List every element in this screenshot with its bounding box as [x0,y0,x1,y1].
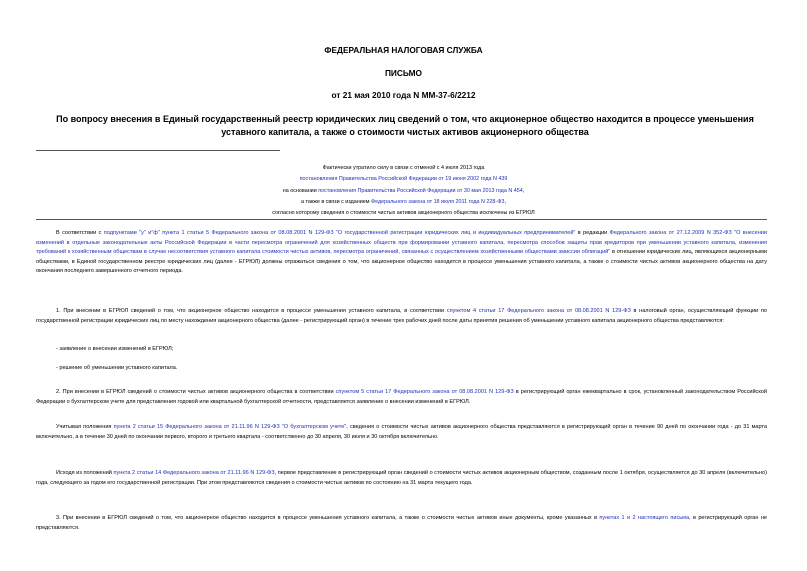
paragraph-4 [36,469,767,488]
status-note-line-1: Фактически утратило силу в связи с отменой с 4 июля 2013 года [322,165,485,171]
bullet-item-1: - заявление о внесении изменений в ЕГРЮЛ; [56,346,174,352]
subject-line-1: По вопросу внесения в Единый государственный реестр юридических лиц сведений о том, что акционерное общество находится в процессе уменьшения [56,114,754,124]
status-note [0,163,807,219]
divider-short [36,150,280,151]
law-link-art17-p5[interactable]: спунктом 5 статьи 17 Федерального закона от 08.08.2001 N 129-ФЗ [335,389,514,395]
paragraph-text: в отношении юридических лиц, являющихся акционерными обществами, в Единой государственном реестре юридических лиц (далее - ЕГРЮЛ) должны отражаться сведения о том, что акционерное общество находится в процессе уменьшения уставного капитала, а также о стоимости чистых активов акционерного общества на дату окончания последнего завершенного отчетного периода. [36,249,767,274]
document-date-number: от 21 мая 2010 года N ММ-37-6/2212 [331,90,476,100]
status-note-line-5: согласно которому сведения о стоимости чистых активов акционерного общества исключены из ЕГРЮЛ [272,210,535,217]
intro-paragraph [36,229,767,277]
paragraph-text: Учитывая положения [56,424,114,430]
paragraph-text: в редакции [575,230,610,236]
law-link-352fz[interactable]: Федерального закона от 27.12.2009 N 352-ФЗ "О внесении изменений в отдельные законодательные акты Российской Федерации в части пересмотра ограничений для хозяйственных обществ при формировании уставного капитала, пересмотра способов защиты прав кредиторов при уменьшении уставного капитала, изменения требований к хозяйственным обществам в случае несоответствия уставного капитала стоимости чистых активов, пересмотра ограничений, связанных с осуществлением хозяйственными обществами эмиссии облигаций" [36,230,767,255]
paragraph-text: 2. При внесении в ЕГРЮЛ сведений о стоимости чистых активов акционерного общества в соответствии [56,389,336,395]
paragraph-5 [36,514,767,533]
status-note-link-3[interactable]: Федерального закона от 18 июля 2011 года N 228-ФЗ [370,198,505,205]
status-note-text: а также в связи с изданием [300,198,371,205]
status-note-link-1[interactable]: постановления Правительства Российской Федерации от 19 июня 2002 года N 439 [299,176,508,183]
divider-full [36,219,767,220]
law-link-art17-p4[interactable]: спунктом 4 статьи 17 Федерального закона от 08.08.2001 N 129-ФЗ [446,308,631,314]
law-link-accounting-art14[interactable]: пункта 2 статьи 14 Федерального закона от 21.11.96 N 129-ФЗ [113,470,275,476]
agency-name: ФЕДЕРАЛЬНАЯ НАЛОГОВАЯ СЛУЖБА [324,45,483,55]
paragraph-2 [36,388,767,407]
paragraph-text: 3. При внесении в ЕГРЮЛ сведений о том, что акционерное общество находится в процессе уменьшения уставного капитала, а также о стоимости чистых активов иные документы, кроме указанных в [56,515,600,521]
status-note-text: на основании [282,187,319,194]
status-note-text: , [522,187,525,194]
paragraph-text: , первое представление в регистрирующий орган сведений о стоимости чистых активов акционерным обществом, созданным после 1 октября, осуществляется до 30 апреля (включительно) года, следующего за годом его государственной регистрации. При этом представляются сведения о стоимости чистых активов по состоянию на 31 марта текущего года. [36,470,767,486]
paragraph-text: , сведения о стоимости чистых активов акционерного общества представляются в регистрирующий орган в течение 90 дней по окончании года - до 31 марта включительно, а в течение 30 дней по окончании первого, второго и третьего квартала - соответственно до 30 апреля, 30 июля и 30 октября включительно. [36,424,768,440]
bullet-item-2: - решение об уменьшении уставного капитала. [56,365,178,371]
status-note-link-2[interactable]: постановления Правительства Российской Федерации от 30 мая 2013 года N 454 [318,187,523,194]
paragraph-text: В соответствии с [56,230,104,236]
letter-items-link[interactable]: пунктах 1 и 2 настоящего письма [599,515,690,521]
paragraph-3 [36,423,767,442]
paragraph-1 [36,307,767,326]
law-link-accounting-art15[interactable]: пункта 2 статьи 15 Федерального закона от 21.11.96 N 129-ФЗ "О бухгалтерском учете" [113,424,347,430]
status-note-text: , [504,198,507,205]
subject-line-2: уставного капитала, а также о стоимости чистых активов акционерного общества [221,127,589,137]
paragraph-text: в регистрирующий орган ежеквартально в срок, установленный законодательством Российской Федерации о бухгалтерском учете для представления годовой или квартальной бухгалтерской отчетности, представляется заявление о внесении изменений в ЕГРЮЛ. [36,389,767,405]
law-link-129fz-art5[interactable]: подпунктами "у" и"ф" пункта 1 статьи 5 Федерального закона от 08.08.2001 N 129-ФЗ "О государственной регистрации юридических лиц и индивидуальных предпринимателей" [103,230,576,236]
document-type: ПИСЬМО [384,68,423,78]
paragraph-text: в налоговый орган, осуществляющий функции по государственной регистрации юридических лиц по месту нахождения акционерного общества (далее - регистрирующий орган) в течение трех рабочих дней после даты принятия решения об уменьшении уставного капитала акционерного общества представляются: [36,308,767,324]
paragraph-text: Исходя из положений [56,470,114,476]
document-subject [40,113,770,139]
paragraph-text: 1. При внесении в ЕГРЮЛ сведений о том, что акционерное общество находится в процессе уменьшения уставного капитала, в соответствии [56,308,447,314]
paragraph-text: , в регистрирующий орган не представляются. [36,515,768,531]
